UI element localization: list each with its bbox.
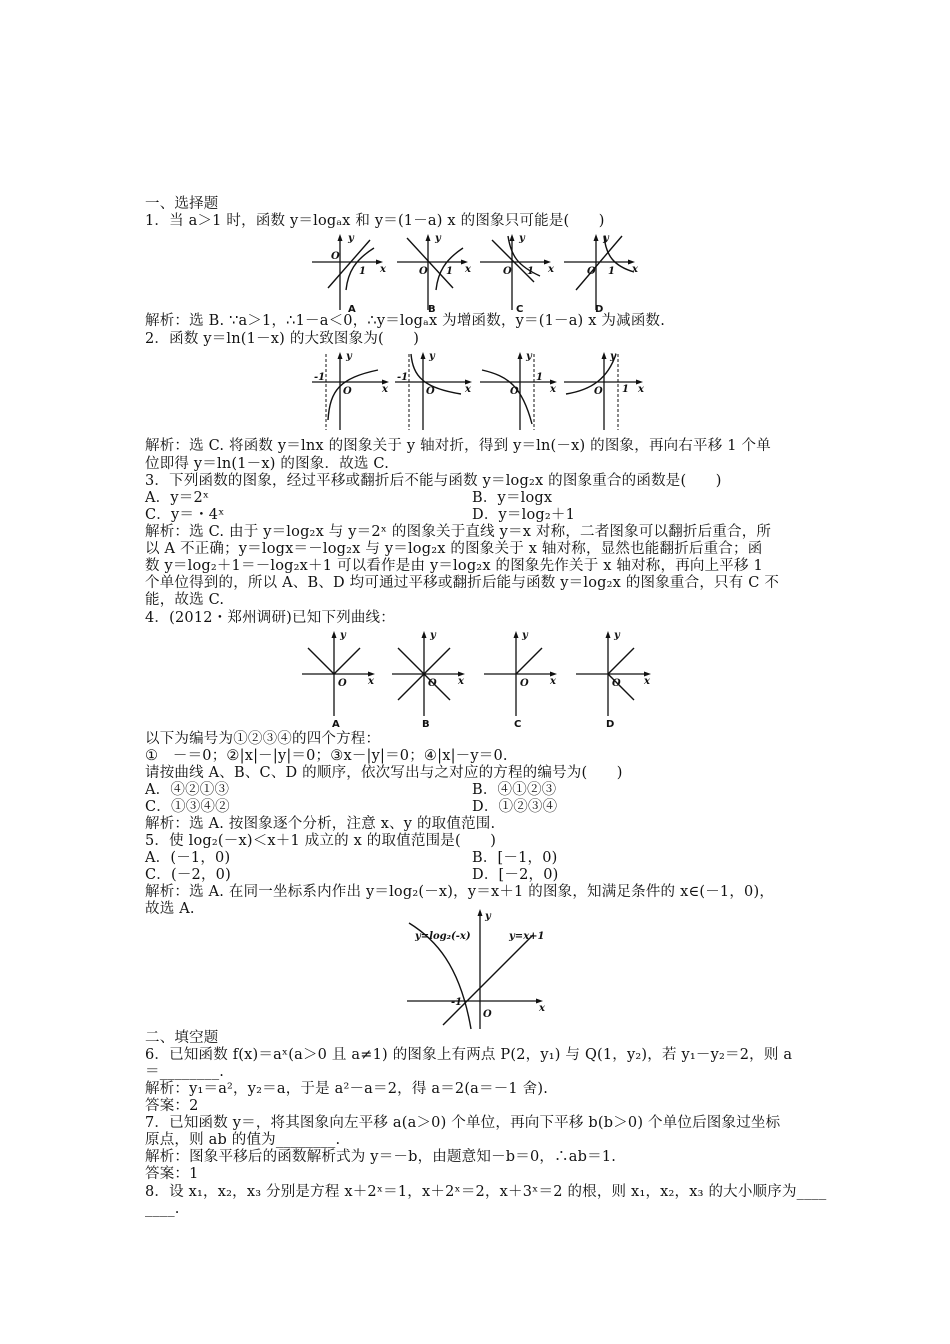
svg-text:x: x	[548, 264, 554, 275]
svg-text:y: y	[522, 630, 528, 641]
q1-figure-a	[310, 232, 386, 315]
q2-figure-d	[562, 350, 647, 430]
q7-stem: 7．已知函数 y＝，将其图象向左平移 a(a＞0) 个单位，再向下平移 b(b＞0) 个单位后图象过坐标	[145, 1115, 781, 1131]
svg-text:O: O	[587, 266, 596, 277]
svg-text:B: B	[422, 719, 430, 730]
svg-text:x: x	[465, 384, 471, 395]
svg-text:B: B	[428, 304, 436, 315]
svg-text:1: 1	[536, 372, 543, 383]
q2-stem: 2．函数 y＝ln(1－x) 的大致图象为( )	[145, 331, 420, 347]
q5-stem: 5．使 log₂(－x)＜x＋1 成立的 x 的取值范围是( )	[145, 833, 497, 849]
q8-stem: 8．设 x₁，x₂，x₃ 分别是方程 x＋2ˣ＝1，x＋2ˣ＝2，x＋3ˣ＝2 的根，则 x₁，x₂，x₃ 的大小顺序为____	[145, 1184, 827, 1200]
q5-option-a: A．(－1，0)	[145, 850, 231, 866]
q4-figure-d	[572, 628, 656, 728]
q4-option-a: A．④②①③	[145, 782, 230, 798]
q1-stem: 1．当 a＞1 时，函数 y＝logₐx 和 y＝(1－a) x 的图象只可能是( )	[145, 213, 605, 229]
svg-text:y: y	[610, 351, 616, 362]
svg-text:x: x	[638, 384, 644, 395]
svg-text:x: x	[644, 676, 650, 687]
q6-analysis: 解析：y₁＝a²，y₂＝a，于是 a²－a＝2，得 a＝2(a＝－1 舍).	[145, 1081, 549, 1097]
svg-text:O: O	[612, 678, 621, 689]
q3-option-a: A．y＝2ˣ	[145, 490, 210, 506]
q4-figure-a	[298, 628, 378, 728]
q1-figure-c	[478, 232, 554, 315]
q3-option-b: B．y＝logx	[472, 490, 553, 506]
svg-text:x: x	[382, 384, 388, 395]
q4-option-c: C．①③④②	[145, 799, 230, 815]
q4-text-line2: ① －＝0；②|x|－|y|＝0；③x－|y|＝0；④|x|－y＝0.	[145, 748, 508, 764]
q3-option-c: C．y＝・4ˣ	[145, 507, 225, 523]
q2-figure-b	[393, 350, 473, 430]
q5-option-b: B．[－1，0)	[472, 850, 558, 866]
q7-answer: 答案：1	[145, 1166, 199, 1182]
svg-text:y: y	[430, 630, 436, 641]
q3-analysis-line4: 个单位得到的，所以 A、B、D 均可通过平移或翻折后能与函数 y＝log₂x 的图象重合，只有 C 不	[145, 575, 780, 591]
svg-text:A: A	[348, 304, 356, 315]
svg-text:-1: -1	[397, 372, 409, 383]
svg-text:y: y	[526, 351, 532, 362]
svg-text:1: 1	[527, 266, 534, 277]
svg-text:O: O	[510, 386, 519, 397]
q1-analysis: 解析：选 B. ∵a＞1，∴1－a＜0，∴y＝logₐx 为增函数，y＝(1－a) x 为减函数.	[145, 313, 666, 329]
svg-text:y: y	[340, 630, 346, 641]
q3-analysis-line1: 解析：选 C. 由于 y＝log₂x 与 y＝2ˣ 的图象关于直线 y＝x 对称，二者图象可以翻折后重合，所	[145, 524, 772, 540]
svg-text:1: 1	[622, 384, 629, 395]
q3-option-d: D．y＝log₂＋1	[472, 507, 576, 523]
svg-text:y: y	[435, 233, 441, 244]
svg-text:O: O	[503, 266, 512, 277]
q2-figure-c	[478, 350, 558, 430]
svg-text:x: x	[368, 676, 374, 687]
q3-analysis-line2: 以 A 不正确；y＝logx＝－log₂x 与 y＝log₂x 的图象关于 x 轴对称，显然也能翻折后重合；函	[145, 541, 763, 557]
q7-blank: 原点，则 ab 的值为________.	[145, 1132, 341, 1148]
svg-text:y=x+1: y=x+1	[509, 931, 545, 942]
q1-figure-b	[395, 232, 471, 315]
q3-analysis-line3: 数 y＝log₂＋1＝－log₂x＋1 可以看作是由 y＝log₂x 的图象先作关于 x 轴对称，再向上平移 1	[145, 558, 763, 574]
svg-text:x: x	[550, 676, 556, 687]
svg-text:y: y	[603, 233, 609, 244]
svg-text:O: O	[419, 266, 428, 277]
q4-stem: 4．(2012・郑州调研)已知下列曲线：	[145, 610, 395, 626]
svg-text:1: 1	[608, 266, 615, 277]
svg-text:-1: -1	[314, 372, 326, 383]
svg-text:A: A	[332, 719, 340, 730]
q4-option-d: D．①②③④	[472, 799, 558, 815]
svg-text:C: C	[514, 719, 522, 730]
q5-analysis-line2: 故选 A.	[145, 901, 195, 917]
q4-analysis: 解析：选 A. 按图象逐个分析，注意 x、y 的取值范围.	[145, 816, 496, 832]
svg-text:x: x	[380, 264, 386, 275]
svg-text:y: y	[614, 630, 620, 641]
svg-text:-1: -1	[451, 997, 463, 1008]
svg-text:1: 1	[446, 266, 453, 277]
svg-text:x: x	[539, 1003, 545, 1014]
svg-text:y: y	[348, 233, 354, 244]
q6-stem: 6．已知函数 f(x)＝aˣ(a＞0 且 a≠1) 的图象上有两点 P(2，y₁) 与 Q(1，y₂)，若 y₁－y₂＝2，则 a	[145, 1047, 793, 1063]
section-heading: 一、选择题	[145, 196, 219, 212]
q6-answer: 答案：2	[145, 1098, 199, 1114]
svg-text:O: O	[483, 1009, 492, 1020]
svg-text:x: x	[465, 264, 471, 275]
svg-text:y=log₂(-x): y=log₂(-x)	[415, 931, 471, 942]
q4-option-b: B．④①②③	[472, 782, 557, 798]
q4-figure-b	[388, 628, 468, 728]
svg-text:O: O	[338, 678, 347, 689]
svg-text:x: x	[458, 676, 464, 687]
q2-analysis-line2: 位即得 y＝ln(1－x) 的图象．故选 C.	[145, 456, 389, 472]
q8-blank: ____.	[145, 1201, 180, 1217]
svg-text:O: O	[343, 386, 352, 397]
q1-figure-d	[562, 232, 638, 315]
svg-text:x: x	[632, 264, 638, 275]
svg-text:O: O	[594, 386, 603, 397]
svg-text:y: y	[429, 351, 435, 362]
q2-analysis-line1: 解析：选 C. 将函数 y＝lnx 的图象关于 y 轴对折，得到 y＝ln(－x) 的图象，再向右平移 1 个单	[145, 438, 771, 454]
svg-text:C: C	[516, 304, 524, 315]
q4-figure-c	[480, 628, 560, 728]
q3-analysis-line5: 能，故选 C.	[145, 592, 225, 608]
svg-text:y: y	[485, 911, 491, 922]
q5-option-d: D．[－2，0)	[472, 867, 559, 883]
q5-option-c: C．(－2，0)	[145, 867, 231, 883]
svg-text:D: D	[595, 304, 604, 315]
q4-text-line1: 以下为编号为①②③④的四个方程：	[145, 731, 381, 747]
q6-blank: ＝________.	[145, 1064, 225, 1080]
svg-text:x: x	[550, 384, 556, 395]
svg-text:O: O	[520, 678, 529, 689]
svg-text:O: O	[426, 386, 435, 397]
section-heading: 二、填空题	[145, 1030, 219, 1046]
svg-text:y: y	[519, 233, 525, 244]
q5-figure	[405, 905, 550, 1030]
q7-analysis: 解析：图象平移后的函数解析式为 y＝－b，由题意知－b＝0，∴ab＝1.	[145, 1149, 617, 1165]
svg-text:D: D	[606, 719, 615, 730]
q5-analysis-line1: 解析：选 A. 在同一坐标系内作出 y＝log₂(－x)，y＝x＋1 的图象，知满足条件的 x∈(－1，0)，	[145, 884, 775, 900]
svg-text:O: O	[428, 678, 437, 689]
svg-text:O: O	[331, 251, 340, 262]
q4-text-line3: 请按曲线 A、B、C、D 的顺序，依次写出与之对应的方程的编号为( )	[145, 765, 623, 781]
svg-text:1: 1	[359, 266, 366, 277]
svg-text:y: y	[346, 351, 352, 362]
q2-figure-a	[310, 350, 390, 430]
q3-stem: 3．下列函数的图象，经过平移或翻折后不能与函数 y＝log₂x 的图象重合的函数是( )	[145, 473, 722, 489]
